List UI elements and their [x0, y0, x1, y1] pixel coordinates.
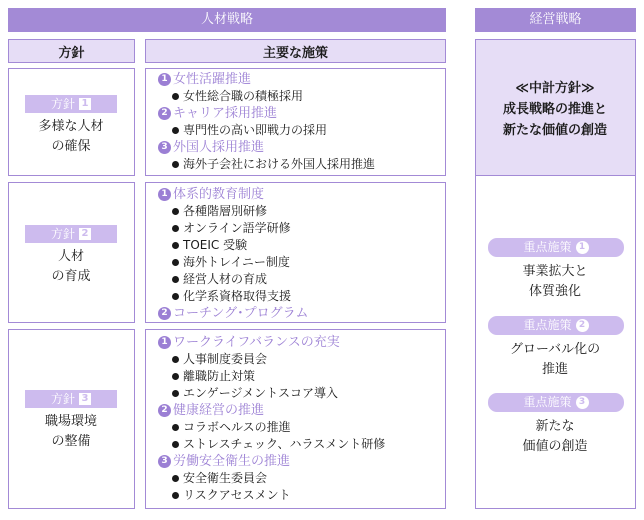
- bullet-icon: [172, 441, 179, 448]
- circled-number-icon: 3: [576, 396, 589, 409]
- circled-number-icon: 1: [158, 73, 171, 86]
- policy-number-icon: 1: [79, 98, 91, 110]
- measure-title-text: 健康経営の推進: [173, 403, 265, 418]
- measure-item: [158, 220, 445, 237]
- measure-group-title: [158, 334, 445, 351]
- measure-item-text: コラボヘルスの推進: [183, 420, 291, 434]
- measure-title-text: 女性活躍推進: [173, 72, 252, 87]
- policy-box-2: [8, 182, 135, 323]
- measures-box-2: [145, 182, 446, 323]
- bullet-icon: [172, 127, 179, 134]
- focus-text-line: 事業拡大と: [522, 264, 588, 279]
- policy-text-line: 職場環境: [44, 414, 97, 429]
- measure-item: [158, 351, 445, 368]
- focus-text-line: 体質強化: [528, 284, 581, 299]
- focus-badge-label: 重点施策: [523, 395, 572, 409]
- bullet-icon: [172, 293, 179, 300]
- circled-number-icon: 3: [158, 141, 171, 154]
- mid-term-policy-line: 新たな価値の創造: [502, 123, 607, 138]
- measures-box-1: [145, 68, 446, 176]
- policy-text-line: の育成: [51, 269, 91, 284]
- policy-badge-label: 方針: [50, 227, 75, 241]
- measure-item: [158, 487, 445, 504]
- policy-badge-2: [25, 225, 117, 243]
- measure-item-text: TOEIC 受験: [183, 238, 248, 252]
- focus-badge-2: [488, 316, 624, 335]
- measure-item-text: 経営人材の育成: [183, 272, 268, 286]
- bullet-icon: [172, 356, 179, 363]
- policy-text-line: の確保: [51, 139, 91, 154]
- mid-term-policy-line: 成長戦略の推進と: [502, 102, 607, 117]
- measure-item-text: オンライン語学研修: [183, 221, 291, 235]
- mid-term-policy-line: ≪中計方針≫: [515, 81, 595, 96]
- measure-group-title: [158, 186, 445, 203]
- policy-number-icon: 3: [79, 393, 91, 405]
- measure-title-text: 労働安全衛生の推進: [173, 454, 291, 469]
- measure-item: [158, 203, 445, 220]
- measure-item: [158, 122, 445, 139]
- policy-box-3: [8, 329, 135, 509]
- hr-strategy-header: 人材戦略: [8, 8, 446, 32]
- measure-group-title: [158, 71, 445, 88]
- measure-item: [158, 436, 445, 453]
- policy-column-header: 方針: [8, 39, 135, 63]
- measure-item-text: 化学系資格取得支援: [183, 289, 292, 303]
- focus-badge-3: [488, 393, 624, 412]
- measure-group-title: [158, 453, 445, 470]
- policy-text-line: の整備: [51, 434, 91, 449]
- policy-badge-label: 方針: [50, 97, 75, 111]
- circled-number-icon: 2: [158, 107, 171, 120]
- policy-text-1: [9, 117, 133, 157]
- measure-item-text: 人事制度委員会: [183, 352, 268, 366]
- measure-item-text: 各種階層別研修: [183, 204, 268, 218]
- measure-title-text: ワークライフバランスの充実: [173, 335, 340, 350]
- policy-box-1: [8, 68, 135, 176]
- measure-title-text: キャリア採用推進: [173, 106, 278, 121]
- circled-number-icon: 3: [158, 455, 171, 468]
- measure-item-text: 安全衛生委員会: [183, 471, 268, 485]
- policy-number-icon: 2: [79, 228, 91, 240]
- bullet-icon: [172, 424, 179, 431]
- bullet-icon: [172, 242, 179, 249]
- policy-text-2: [9, 247, 133, 287]
- focus-badge-label: 重点施策: [523, 240, 572, 254]
- policy-badge-3: [25, 390, 117, 408]
- circled-number-icon: 2: [158, 307, 171, 320]
- measure-item: [158, 254, 445, 271]
- focus-measures-box: [475, 176, 636, 509]
- mid-term-policy-text: [476, 78, 634, 141]
- measures-box-3: [145, 329, 446, 509]
- circled-number-icon: 1: [158, 188, 171, 201]
- focus-text-line: 価値の創造: [522, 439, 588, 454]
- measure-item: [158, 156, 445, 173]
- measure-item-text: 女性総合職の積極採用: [183, 89, 304, 103]
- circled-number-icon: 2: [576, 319, 589, 332]
- bullet-icon: [172, 225, 179, 232]
- bullet-icon: [172, 276, 179, 283]
- focus-badge-1: [488, 238, 624, 257]
- measure-title-text: 体系的教育制度: [173, 187, 265, 202]
- measure-title-text: コーチング･プログラム: [173, 306, 309, 321]
- bullet-icon: [172, 475, 179, 482]
- focus-text-2: [476, 340, 634, 380]
- measure-item: [158, 88, 445, 105]
- measure-item-text: 離職防止対策: [183, 369, 256, 383]
- policy-text-line: 人材: [57, 249, 84, 264]
- measure-item-text: 海外子会社における外国人採用推進: [183, 157, 376, 171]
- measure-group-title: [158, 139, 445, 156]
- measure-item-text: 専門性の高い即戦力の採用: [183, 123, 328, 137]
- measure-group-title: [158, 305, 445, 322]
- mgmt-strategy-header: 経営戦略: [475, 8, 636, 32]
- focus-text-1: [476, 262, 634, 302]
- measure-item: [158, 419, 445, 436]
- bullet-icon: [172, 93, 179, 100]
- policy-text-3: [9, 412, 133, 452]
- mid-term-policy-box: [475, 39, 636, 176]
- bullet-icon: [172, 390, 179, 397]
- policy-badge-label: 方針: [50, 392, 75, 406]
- focus-text-line: グローバル化の: [509, 342, 601, 357]
- measure-item-text: 海外トレイニー制度: [183, 255, 290, 269]
- focus-badge-label: 重点施策: [523, 318, 572, 332]
- measure-item: [158, 470, 445, 487]
- focus-text-line: 推進: [541, 362, 568, 377]
- bullet-icon: [172, 259, 179, 266]
- measure-group-title: [158, 402, 445, 419]
- measure-group-title: [158, 105, 445, 122]
- measure-item-text: リスクアセスメント: [183, 488, 291, 502]
- bullet-icon: [172, 161, 179, 168]
- measure-item: [158, 368, 445, 385]
- bullet-icon: [172, 373, 179, 380]
- measure-item: [158, 271, 445, 288]
- circled-number-icon: 1: [576, 241, 589, 254]
- focus-text-line: 新たな: [535, 419, 575, 434]
- bullet-icon: [172, 208, 179, 215]
- bullet-icon: [172, 492, 179, 499]
- measure-item-text: エンゲージメントスコア導入: [183, 386, 339, 400]
- policy-text-line: 多様な人材: [38, 119, 104, 134]
- measure-title-text: 外国人採用推進: [173, 140, 265, 155]
- measure-item: [158, 237, 445, 254]
- measure-item-text: ストレスチェック、ハラスメント研修: [183, 437, 386, 451]
- policy-badge-1: [25, 95, 117, 113]
- circled-number-icon: 2: [158, 404, 171, 417]
- measures-column-header: 主要な施策: [145, 39, 446, 63]
- circled-number-icon: 1: [158, 336, 171, 349]
- measure-item: [158, 385, 445, 402]
- focus-text-3: [476, 417, 634, 457]
- measure-item: [158, 288, 445, 305]
